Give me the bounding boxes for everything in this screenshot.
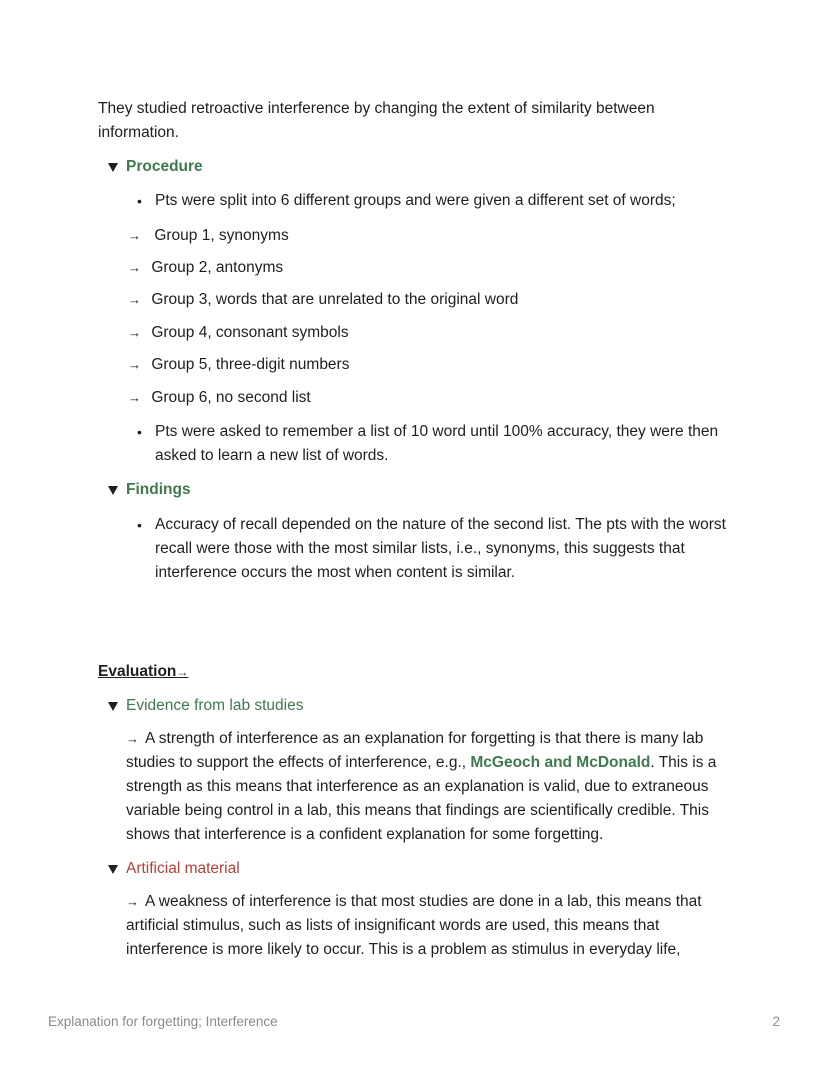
group-text: Group 5, three-digit numbers [151, 356, 350, 373]
artificial-title: Artificial material [126, 860, 240, 877]
findings-title: Findings [126, 481, 191, 498]
group-text: Group 1, synonyms [154, 227, 289, 244]
bullet-icon: • [137, 517, 142, 533]
arrow-icon: → [128, 228, 141, 243]
evidence-highlight: McGeoch and McDonald [470, 754, 651, 771]
procedure-title: Procedure [126, 158, 203, 175]
toggle-triangle-icon [108, 486, 118, 495]
arrow-icon: → [128, 390, 141, 405]
toggle-triangle-icon [108, 702, 118, 711]
intro-paragraph: They studied retroactive interference by changing the extent of similarity between information. [98, 100, 655, 141]
group-line [128, 224, 289, 248]
group-text: Group 4, consonant symbols [151, 324, 349, 341]
toggle-triangle-icon [108, 163, 118, 172]
evidence-toggle[interactable] [108, 694, 303, 718]
evidence-text-before: A strength of interference as an explanation for forgetting is that there is many lab studies to support the effects of interference, e.g., [126, 730, 704, 771]
list-item [137, 420, 727, 468]
arrow-icon: → [128, 357, 141, 372]
artificial-toggle[interactable] [108, 857, 240, 881]
procedure-toggle[interactable] [108, 155, 203, 179]
artificial-paragraph [126, 890, 736, 962]
evaluation-heading-text: Evaluation [98, 663, 177, 680]
arrow-icon: → [128, 292, 141, 307]
evidence-text-after: . This is a strength as this means that interference as an explanation is valid, due to extraneous variable being control in a lab, this means that findings are scientifically credible. This shows that interference is a confident explanation for some forgetting. [126, 754, 717, 843]
findings-toggle[interactable] [108, 478, 191, 502]
group-line [128, 353, 349, 377]
procedure-bullet-2: Pts were asked to remember a list of 10 word until 100% accuracy, they were then asked to learn a new list of words. [155, 423, 719, 464]
footer-title: Explanation for forgetting; Interference [48, 1014, 278, 1029]
group-line [128, 386, 311, 410]
list-item [137, 513, 727, 585]
arrow-icon: → [126, 731, 139, 746]
group-line [128, 321, 349, 345]
procedure-bullet-1: Pts were split into 6 different groups and were given a different set of words; [155, 192, 676, 209]
arrow-icon: → [126, 894, 139, 909]
findings-bullet: Accuracy of recall depended on the nature of the second list. The pts with the worst recall were those with the most similar lists, i.e., synonyms, this suggests that interference occurs the most when content is similar. [155, 516, 726, 581]
group-text: Group 2, antonyms [151, 259, 284, 276]
group-text: Group 3, words that are unrelated to the original word [151, 291, 519, 308]
arrow-icon: → [176, 665, 189, 679]
list-item [137, 189, 727, 213]
evidence-title: Evidence from lab studies [126, 697, 304, 714]
toggle-triangle-icon [108, 865, 118, 874]
evaluation-heading [98, 660, 188, 684]
group-line [128, 288, 518, 312]
group-text: Group 6, no second list [151, 389, 311, 406]
evidence-paragraph [126, 727, 736, 847]
group-line [128, 256, 283, 280]
page-number: 2 [772, 1014, 780, 1029]
bullet-icon: • [137, 193, 142, 209]
arrow-icon: → [128, 325, 141, 340]
bullet-icon: • [137, 424, 142, 440]
artificial-text: A weakness of interference is that most studies are done in a lab, this means that artificial stimulus, such as lists of insignificant words are used, this means that interference is more likely to occur. This is a problem as stimulus in everyday life, [126, 893, 702, 958]
arrow-icon: → [128, 260, 141, 275]
